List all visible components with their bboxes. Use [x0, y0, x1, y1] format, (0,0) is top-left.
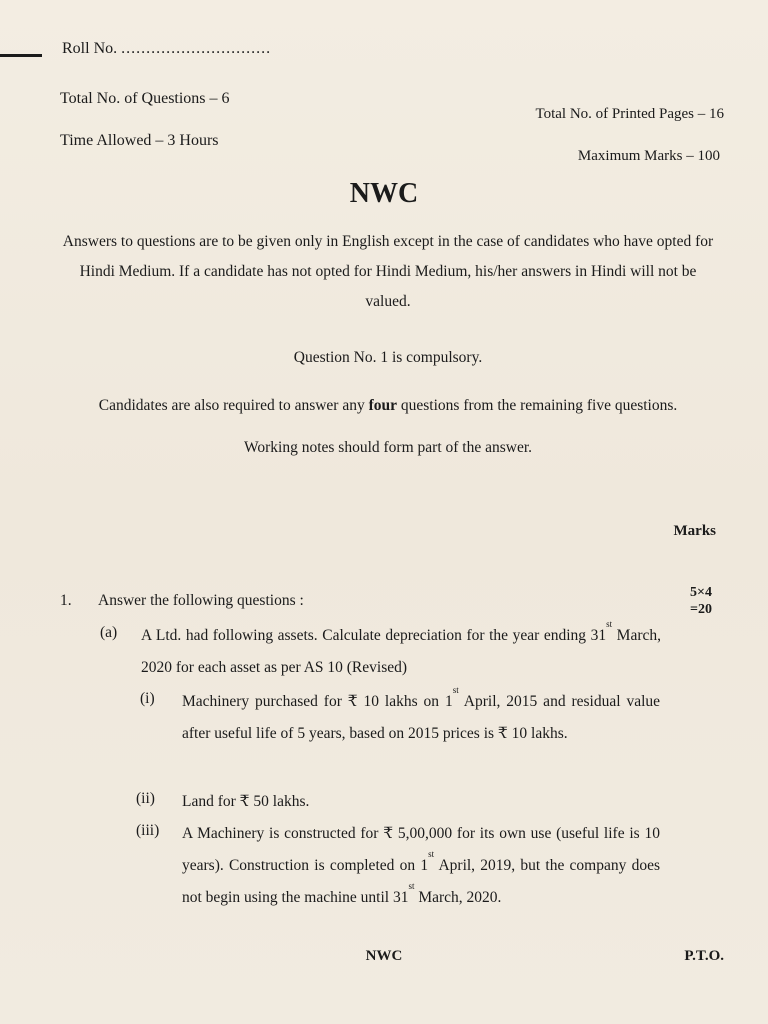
compulsory-instruction: Question No. 1 is compulsory. [293, 349, 483, 366]
roll-number-field [62, 40, 271, 58]
footer-paper-code: NWC [365, 948, 403, 964]
language-instruction: Answers to questions are to be given only in English except in the case of candidates who have opted for Hindi Medium. If a candidate has not opted for Hindi Medium, his/her answers in Hindi will not be valued. [62, 233, 714, 310]
choice-instruction: Candidates are also required to answer any four questions from the remaining five questions. [98, 397, 678, 414]
part-a-label: (a) [100, 624, 118, 641]
total-questions: Total No. of Questions – 6 [60, 90, 230, 107]
question-number: 1. [60, 592, 72, 609]
marks-column-heading: Marks [673, 523, 716, 539]
working-notes-instruction: Working notes should form part of the answer. [243, 439, 533, 456]
item-i-label: (i) [140, 690, 155, 707]
total-printed-pages: Total No. of Printed Pages – 16 [535, 106, 724, 122]
maximum-marks: Maximum Marks – 100 [577, 148, 720, 164]
part-a-text: A Ltd. had following assets. Calculate depreciation for the year ending 31st March, 2020 for each asset as per AS 10 (Revised) [141, 619, 661, 676]
question-marks: 5×4 =20 [690, 585, 712, 617]
roll-number-dots: .............................. [121, 40, 272, 57]
item-iii-label: (iii) [136, 822, 160, 839]
choice-count: four [368, 397, 398, 414]
item-ii-text: Land for ₹ 50 lakhs. [182, 793, 310, 810]
paper-title: NWC [349, 178, 419, 209]
please-turn-over: P.T.O. [684, 948, 724, 964]
item-i-text: Machinery purchased for ₹ 10 lakhs on 1st April, 2015 and residual value after useful life of 5 years, based on 2015 prices is ₹ 10 lakhs. [182, 685, 661, 742]
roll-number-label: Roll No. [62, 40, 118, 57]
question-text: Answer the following questions : [98, 592, 304, 609]
time-allowed: Time Allowed – 3 Hours [60, 132, 219, 149]
item-iii-text: A Machinery is constructed for ₹ 5,00,000 for its own use (useful life is 10 years). Construction is completed on 1st April, 2019, but the company does not begin using the machine until 31st March, 2020. [182, 825, 660, 906]
item-ii-label: (ii) [136, 790, 155, 807]
margin-rule [0, 54, 42, 57]
